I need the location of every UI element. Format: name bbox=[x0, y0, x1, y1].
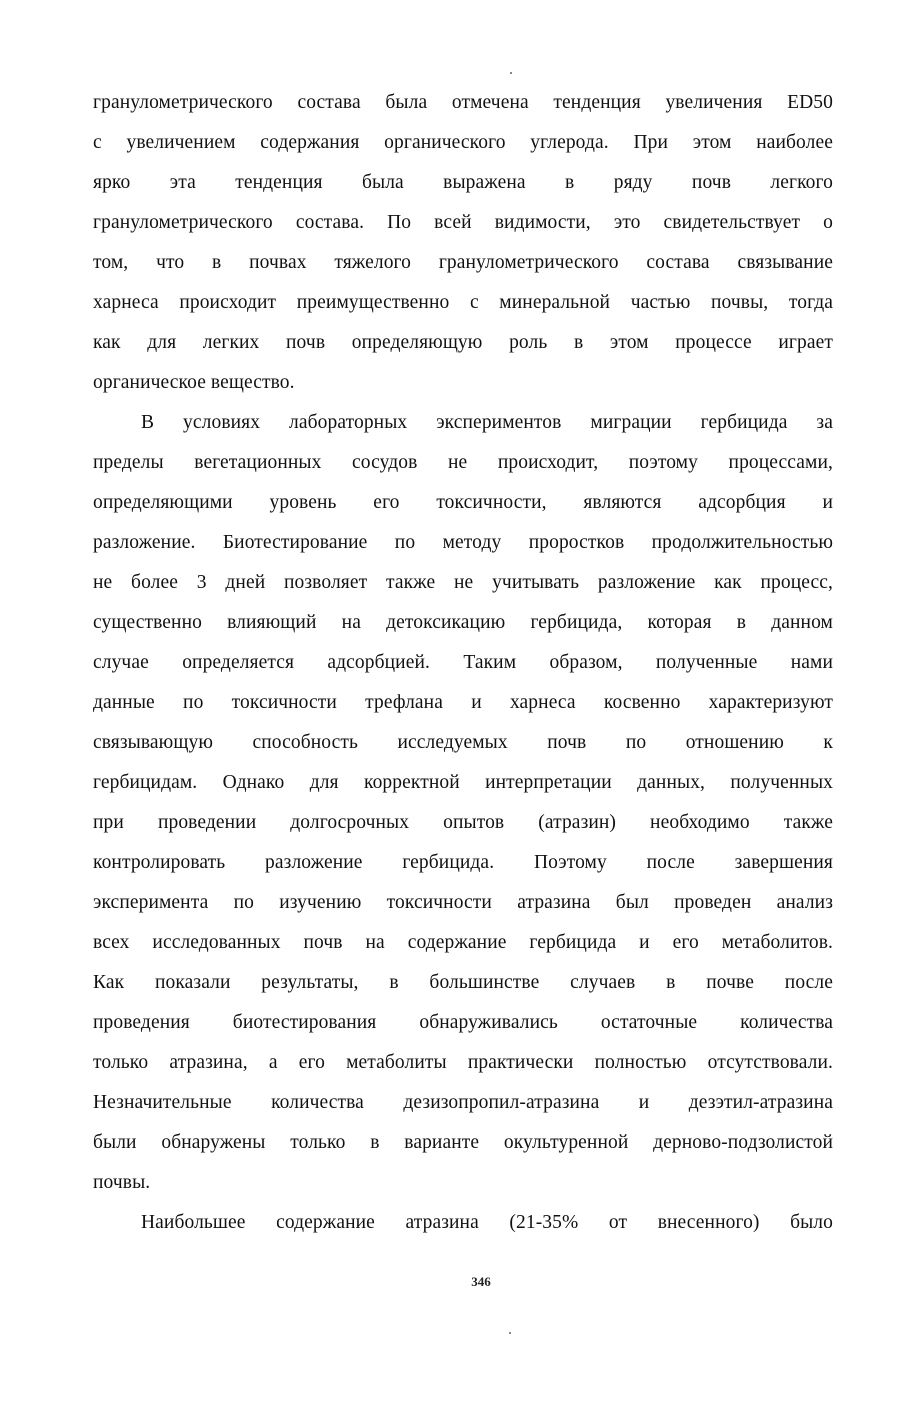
page-number: 346 bbox=[471, 1274, 491, 1289]
text-line: существенно влияющий на детоксикацию гербицида, которая в данном bbox=[93, 612, 833, 633]
paragraph-first-line: Наибольшее содержание атразина (21-35% от внесенного) было bbox=[141, 1212, 833, 1233]
text-line: гранулометрического состава. По всей видимости, это свидетельствует о bbox=[93, 212, 833, 233]
text-line: пределы вегетационных сосудов не происходит, поэтому процессами, bbox=[93, 452, 833, 473]
text-line: харнеса происходит преимущественно с минеральной частью почвы, тогда bbox=[93, 292, 833, 313]
text-line: не более 3 дней позволяет также не учитывать разложение как процесс, bbox=[93, 572, 833, 593]
text-line: эксперимента по изучению токсичности атразина был проведен анализ bbox=[93, 892, 833, 913]
text-line: контролировать разложение гербицида. Поэтому после завершения bbox=[93, 852, 833, 873]
text-line: органическое вещество. bbox=[93, 372, 295, 393]
text-line: Как показали результаты, в большинстве случаев в почве после bbox=[93, 972, 833, 993]
text-line: разложение. Биотестирование по методу проростков продолжительностью bbox=[93, 532, 833, 553]
text-line: определяющими уровень его токсичности, являются адсорбция и bbox=[93, 492, 833, 513]
paragraph-first-line: В условиях лабораторных экспериментов миграции гербицида за bbox=[141, 412, 833, 433]
text-line: Незначительные количества дезизопропил-атразина и дезэтил-атразина bbox=[93, 1092, 833, 1113]
text-line: были обнаружены только в варианте окультуренной дерново-подзолистой bbox=[93, 1132, 833, 1153]
text-line: только атразина, а его метаболиты практически полностью отсутствовали. bbox=[93, 1052, 833, 1073]
text-line: гербицидам. Однако для корректной интерпретации данных, полученных bbox=[93, 772, 833, 793]
text-line: как для легких почв определяющую роль в этом процессе играет bbox=[93, 332, 833, 353]
text-line: почвы. bbox=[93, 1172, 151, 1193]
text-line: связывающую способность исследуемых почв по отношению к bbox=[93, 732, 833, 753]
scan-speck bbox=[509, 1332, 511, 1334]
text-line: с увеличением содержания органического углерода. При этом наиболее bbox=[93, 132, 833, 153]
text-line: случае определяется адсорбцией. Таким образом, полученные нами bbox=[93, 652, 833, 673]
scan-speck bbox=[510, 72, 512, 74]
text-line: при проведении долгосрочных опытов (атразин) необходимо также bbox=[93, 812, 833, 833]
text-line: гранулометрического состава была отмечена тенденция увеличения ED50 bbox=[93, 92, 833, 113]
text-line: ярко эта тенденция была выражена в ряду почв легкого bbox=[93, 172, 833, 193]
text-line: проведения биотестирования обнаруживались остаточные количества bbox=[93, 1012, 833, 1033]
text-line: всех исследованных почв на содержание гербицида и его метаболитов. bbox=[93, 932, 833, 953]
text-line: данные по токсичности трефлана и харнеса косвенно характеризуют bbox=[93, 692, 833, 713]
text-line: том, что в почвах тяжелого гранулометрического состава связывание bbox=[93, 252, 833, 273]
